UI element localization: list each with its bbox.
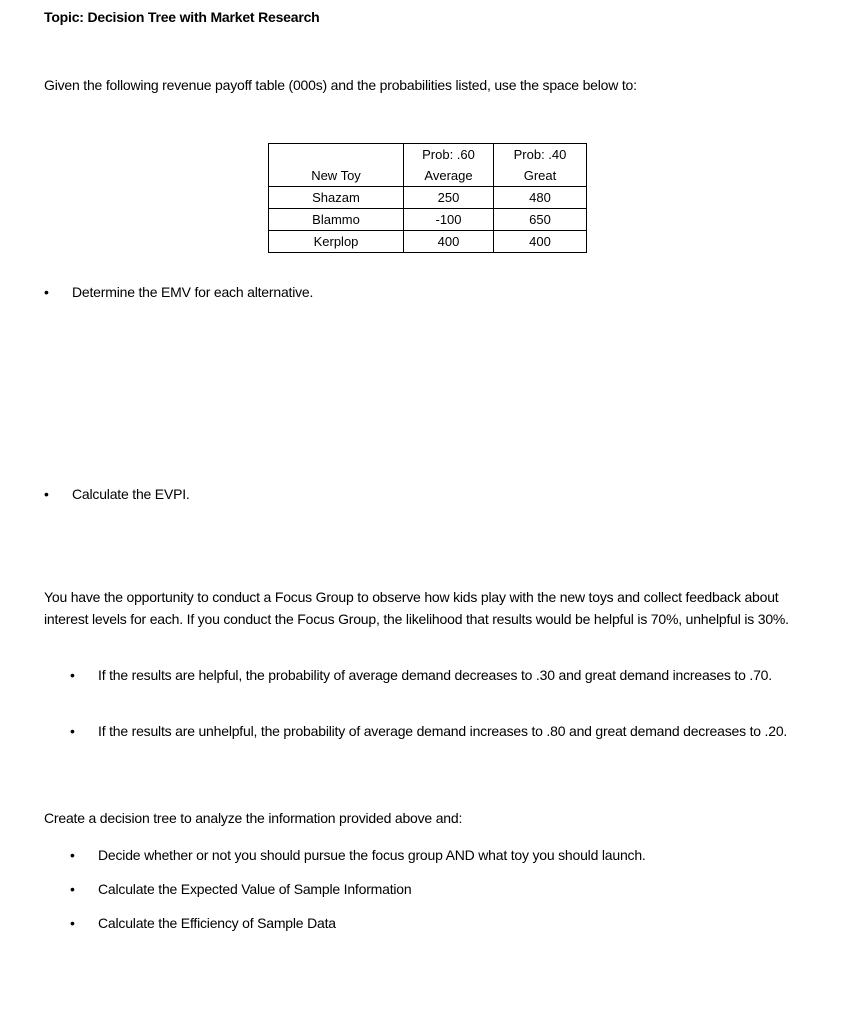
focus-helpful-text: If the results are helpful, the probability of average demand decreases to .30 and great demand increases to .70.	[98, 667, 772, 683]
table-row	[269, 144, 587, 166]
table-cell: -100	[404, 209, 494, 231]
table-cell: 400	[494, 231, 587, 253]
bullet-icon: •	[44, 284, 49, 300]
table-cell: Great	[494, 165, 587, 187]
table-cell: New Toy	[269, 165, 404, 187]
create-item	[70, 912, 810, 934]
task-emv-text: Determine the EMV for each alternative.	[72, 284, 314, 300]
table-cell: Shazam	[269, 187, 404, 209]
bullet-icon: •	[44, 486, 49, 502]
create-item-text: Calculate the Efficiency of Sample Data	[98, 915, 336, 931]
table-cell: Kerplop	[269, 231, 404, 253]
table-cell: Blammo	[269, 209, 404, 231]
bullet-icon: •	[70, 847, 75, 863]
page-title: Topic: Decision Tree with Market Research	[44, 9, 320, 25]
bullet-icon: •	[70, 723, 75, 739]
intro-text: Given the following revenue payoff table (000s) and the probabilities listed, use the space below to:	[44, 77, 637, 93]
create-intro: Create a decision tree to analyze the information provided above and:	[44, 810, 463, 826]
payoff-table	[268, 143, 587, 253]
table-cell: 650	[494, 209, 587, 231]
table-cell: 400	[404, 231, 494, 253]
create-item-text: Decide whether or not you should pursue the focus group AND what toy you should launch.	[98, 847, 646, 863]
table-cell: 480	[494, 187, 587, 209]
table-cell: 250	[404, 187, 494, 209]
table-cell: Average	[404, 165, 494, 187]
table-row	[269, 165, 587, 187]
create-item	[70, 878, 810, 900]
task-evpi-text: Calculate the EVPI.	[72, 486, 190, 502]
table-row	[269, 187, 587, 209]
table-row	[269, 209, 587, 231]
create-item-text: Calculate the Expected Value of Sample Information	[98, 881, 412, 897]
focus-unhelpful-text: If the results are unhelpful, the probability of average demand increases to .80 and great demand decreases to .20.	[98, 723, 788, 739]
table-row	[269, 231, 587, 253]
bullet-icon: •	[70, 667, 75, 683]
bullet-icon: •	[70, 915, 75, 931]
focus-unhelpful-item	[70, 720, 810, 742]
focus-group-paragraph: You have the opportunity to conduct a Focus Group to observe how kids play with the new toys and collect feedback about interest levels for each. If you conduct the Focus Group, the likelihood that results would be helpful is 70%, unhelpful is 30%.	[44, 589, 789, 627]
focus-helpful-item	[70, 664, 810, 686]
table-cell: Prob: .40	[494, 144, 587, 166]
table-cell: Prob: .60	[404, 144, 494, 166]
table-cell	[269, 144, 404, 166]
bullet-icon: •	[70, 881, 75, 897]
create-item	[70, 844, 810, 866]
